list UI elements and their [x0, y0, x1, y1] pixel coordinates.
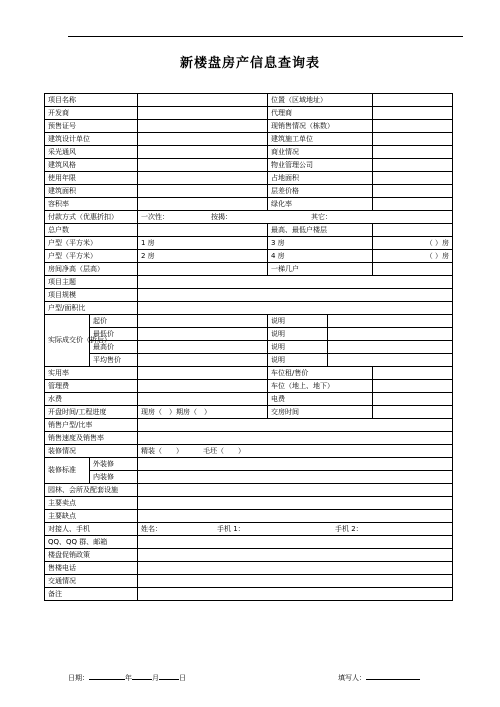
value-power-fee[interactable]: [373, 393, 453, 406]
value-payment[interactable]: [138, 211, 453, 224]
value-min-price[interactable]: [138, 328, 268, 341]
filler-field[interactable]: [366, 672, 420, 680]
table-row: [45, 562, 453, 575]
value-room-other[interactable]: （ ）房: [373, 237, 453, 250]
label-land-area: 占地面积: [268, 172, 373, 185]
label-delivery: 交房时间: [268, 406, 373, 419]
value-water-fee[interactable]: [138, 393, 268, 406]
value-max-price[interactable]: [138, 341, 268, 354]
table-row: [45, 497, 453, 510]
label-contact: 对接人、手机: [45, 523, 138, 536]
value-promotion[interactable]: [138, 549, 453, 562]
value-design-unit[interactable]: [138, 133, 268, 146]
info-form-table: [44, 93, 453, 601]
value-remarks[interactable]: [138, 588, 453, 601]
value-exterior[interactable]: [138, 458, 453, 471]
label-weaknesses: 主要缺点: [45, 510, 138, 523]
label-usable-ratio: 实用率: [45, 367, 138, 380]
value-weaknesses[interactable]: [138, 510, 453, 523]
label-floor-price-diff: 层差价格: [268, 185, 373, 198]
value-note[interactable]: [328, 341, 453, 354]
payment-mortgage: 按揭：: [211, 212, 232, 221]
table-row: [45, 380, 453, 393]
value-units-per-floor[interactable]: [373, 263, 453, 276]
label-developer: 开发商: [45, 107, 138, 120]
value-parking-type[interactable]: [373, 380, 453, 393]
label-agent: 代理商: [268, 107, 373, 120]
table-row: [45, 146, 453, 159]
decoration-fine: 精装（ ）: [141, 446, 183, 455]
table-row: [45, 224, 453, 237]
table-row: [45, 276, 453, 289]
label-unit-type-area: 户型（平方米）: [45, 250, 138, 263]
label-qq: QQ、QQ 群、邮箱: [45, 536, 138, 549]
value-delivery[interactable]: [373, 406, 453, 419]
label-theme: 项目主题: [45, 276, 138, 289]
value-developer[interactable]: [138, 107, 268, 120]
label-construction-unit: 建筑施工单位: [268, 133, 373, 146]
value-green-ratio[interactable]: [373, 198, 453, 211]
value-note[interactable]: [328, 328, 453, 341]
label-plot-ratio: 容积率: [45, 198, 138, 211]
label-project-name: 项目名称: [45, 94, 138, 107]
label-location: 位置（区域地址）: [268, 94, 373, 107]
label-parking-rent: 车位租/售价: [268, 367, 373, 380]
label-floors: 最高、最低户楼层: [268, 224, 373, 237]
table-row: [45, 367, 453, 380]
table-row: [45, 588, 453, 601]
table-row: [45, 341, 453, 354]
label-clear-height: 房间净高（层高）: [45, 263, 138, 276]
table-row: [45, 185, 453, 198]
table-row: [45, 250, 453, 263]
value-parking-rent[interactable]: [373, 367, 453, 380]
contact-name: 姓名：: [141, 524, 162, 533]
year-label: 年: [125, 674, 132, 682]
label-sales-ratio: 销售户型/比率: [45, 419, 138, 432]
value-sales-phone[interactable]: [138, 562, 453, 575]
contact-phone2: 手机 2：: [335, 524, 363, 533]
value-building-area[interactable]: [138, 185, 268, 198]
day-field[interactable]: [159, 672, 179, 680]
label-water-fee: 水费: [45, 393, 138, 406]
table-row: [45, 133, 453, 146]
table-row: [45, 289, 453, 302]
table-row: [45, 432, 453, 445]
value-location[interactable]: [373, 94, 453, 107]
label-commercial: 商业情况: [268, 146, 373, 159]
value-room3[interactable]: 3 房: [268, 237, 373, 250]
table-row: [45, 536, 453, 549]
table-row: [45, 575, 453, 588]
table-row: [45, 471, 453, 484]
value-floor-price-diff[interactable]: [373, 185, 453, 198]
label-facilities: 园林、会所及配套设施: [45, 484, 138, 497]
value-total-units[interactable]: [138, 224, 268, 237]
table-row: [45, 159, 453, 172]
label-presale-cert: 预售证号: [45, 120, 138, 133]
label-sales-speed: 销售速度及销售率: [45, 432, 138, 445]
page-title: 新楼盘房产信息查询表: [179, 56, 320, 71]
label-power-fee: 电费: [268, 393, 373, 406]
label-term: 使用年限: [45, 172, 138, 185]
value-theme[interactable]: [138, 276, 453, 289]
table-row: [45, 484, 453, 497]
label-progress: 开盘时间/工程进度: [45, 406, 138, 419]
label-sales-phone: 售楼电话: [45, 562, 138, 575]
top-rule: [68, 36, 463, 37]
label-min-price: 最低价: [90, 328, 138, 341]
label-exterior: 外装修: [90, 458, 138, 471]
table-row: [45, 302, 453, 315]
label-deco-standard: 装修标准: [45, 458, 90, 484]
value-note[interactable]: [328, 315, 453, 328]
label-max-price: 最高价: [90, 341, 138, 354]
table-row: [45, 198, 453, 211]
label-note: 说明: [268, 341, 328, 354]
value-traffic[interactable]: [138, 575, 453, 588]
value-note[interactable]: [328, 354, 453, 367]
table-row: [45, 523, 453, 536]
label-units-per-floor: 一梯几户: [268, 263, 373, 276]
value-construction-unit[interactable]: [373, 133, 453, 146]
filler-label: 填写人：: [338, 674, 366, 682]
table-row: [45, 458, 453, 471]
label-scale: 项目规模: [45, 289, 138, 302]
value-progress[interactable]: 现房（ ）期房（ ）: [138, 406, 268, 419]
value-room2[interactable]: 2 房: [138, 250, 268, 263]
value-avg-price[interactable]: [138, 354, 268, 367]
footer-date: [68, 672, 186, 683]
label-property-mgmt: 物业管理公司: [268, 159, 373, 172]
value-scale[interactable]: [138, 289, 453, 302]
value-type-ratio[interactable]: [138, 302, 453, 315]
label-actual-price: 实际成交价（折后）: [45, 315, 90, 367]
value-project-name[interactable]: [138, 94, 268, 107]
value-selling-points[interactable]: [138, 497, 453, 510]
value-agent[interactable]: [373, 107, 453, 120]
label-arch-style: 建筑风格: [45, 159, 138, 172]
label-selling-points: 主要卖点: [45, 497, 138, 510]
table-row: [45, 419, 453, 432]
label-mgmt-fee: 管理费: [45, 380, 138, 393]
label-unit-type-area: 户型（平方米）: [45, 237, 138, 250]
value-facilities[interactable]: [138, 484, 453, 497]
value-room1[interactable]: 1 房: [138, 237, 268, 250]
table-row: [45, 510, 453, 523]
month-field[interactable]: [132, 672, 152, 680]
label-building-area: 建筑面积: [45, 185, 138, 198]
value-presale-cert[interactable]: [138, 120, 268, 133]
value-sales-speed[interactable]: [138, 432, 453, 445]
label-parking-type: 车位（地上、地下）: [268, 380, 373, 393]
label-note: 说明: [268, 354, 328, 367]
year-field[interactable]: [89, 672, 125, 680]
date-label: 日期：: [68, 674, 89, 682]
decoration-rough: 毛坯（ ）: [203, 446, 245, 455]
value-term[interactable]: [138, 172, 268, 185]
label-green-ratio: 绿化率: [268, 198, 373, 211]
table-row: [45, 120, 453, 133]
value-interior[interactable]: [138, 471, 453, 484]
value-decoration[interactable]: [138, 445, 453, 458]
label-note: 说明: [268, 315, 328, 328]
label-note: 说明: [268, 328, 328, 341]
table-row: [45, 211, 453, 224]
label-remarks: 备注: [45, 588, 138, 601]
label-start-price: 起价: [90, 315, 138, 328]
value-usable-ratio[interactable]: [138, 367, 268, 380]
value-sales-ratio[interactable]: [138, 419, 453, 432]
value-current-sales[interactable]: [373, 120, 453, 133]
table-row: [45, 172, 453, 185]
table-row: [45, 94, 453, 107]
value-arch-style[interactable]: [138, 159, 268, 172]
label-type-ratio: 户型/面积比: [45, 302, 138, 315]
label-interior: 内装修: [90, 471, 138, 484]
label-total-units: 总户数: [45, 224, 138, 237]
label-avg-price: 平均售价: [90, 354, 138, 367]
label-payment: 付款方式（优惠折扣）: [45, 211, 138, 224]
label-traffic: 交通情况: [45, 575, 138, 588]
value-property-mgmt[interactable]: [373, 159, 453, 172]
value-qq[interactable]: [138, 536, 453, 549]
table-row: [45, 549, 453, 562]
label-lighting: 采光通风: [45, 146, 138, 159]
table-row: [45, 315, 453, 328]
payment-other: 其它：: [311, 212, 332, 221]
value-land-area[interactable]: [373, 172, 453, 185]
table-row: [45, 237, 453, 250]
table-row: [45, 406, 453, 419]
table-row: [45, 263, 453, 276]
table-row: [45, 445, 453, 458]
footer-filler: [338, 672, 420, 683]
value-room4[interactable]: 4 房: [268, 250, 373, 263]
day-label: 日: [179, 674, 186, 682]
value-clear-height[interactable]: [138, 263, 268, 276]
label-decoration: 装修情况: [45, 445, 138, 458]
value-commercial[interactable]: [373, 146, 453, 159]
label-design-unit: 建筑设计单位: [45, 133, 138, 146]
value-lighting[interactable]: [138, 146, 268, 159]
value-contact[interactable]: [138, 523, 453, 536]
month-label: 月: [152, 674, 159, 682]
contact-phone1: 手机 1：: [217, 524, 245, 533]
label-current-sales: 现销售情况（栋数）: [268, 120, 373, 133]
value-mgmt-fee[interactable]: [138, 380, 268, 393]
payment-once: 一次性：: [141, 212, 169, 221]
value-room-other[interactable]: （ ）房: [373, 250, 453, 263]
table-row: [45, 354, 453, 367]
value-start-price[interactable]: [138, 315, 268, 328]
table-row: [45, 107, 453, 120]
table-row: [45, 393, 453, 406]
value-floors[interactable]: [373, 224, 453, 237]
label-promotion: 楼盘促销政策: [45, 549, 138, 562]
value-plot-ratio[interactable]: [138, 198, 268, 211]
